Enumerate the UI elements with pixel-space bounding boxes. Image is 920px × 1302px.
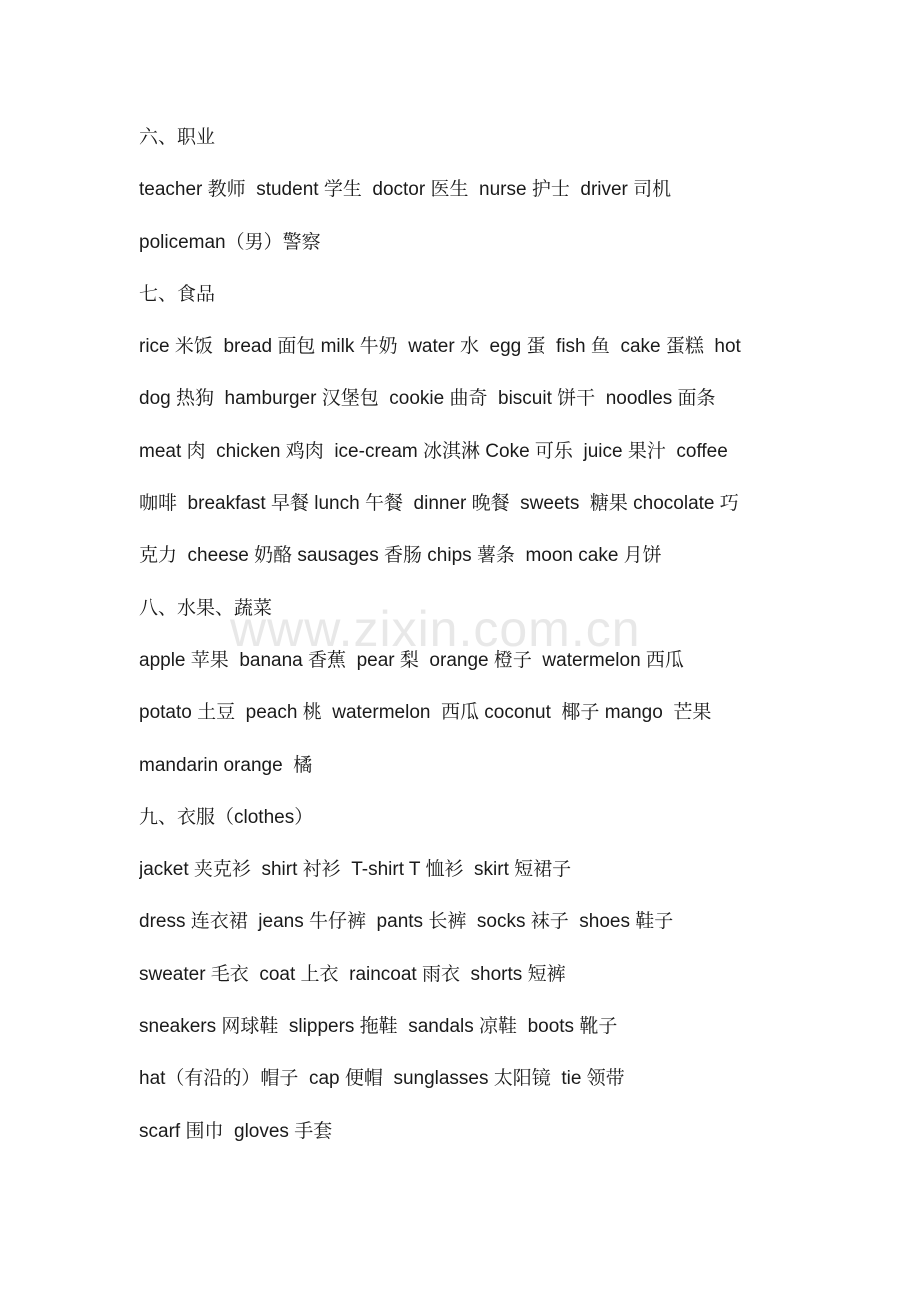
text-line: sweater 毛衣 coat 上衣 raincoat 雨衣 shorts 短裤 (139, 963, 566, 985)
text-line: dress 连衣裙 jeans 牛仔裤 pants 长裤 socks 袜子 shoes 鞋子 (139, 911, 674, 933)
text-line: teacher 教师 student 学生 doctor 医生 nurse 护士 driver 司机 (139, 179, 672, 201)
watermark: www.zixin.com.cn (230, 601, 641, 657)
text-line: 咖啡 breakfast 早餐 lunch 午餐 dinner 晚餐 sweets 糖果 chocolate 巧 (139, 493, 739, 515)
text-line: policeman（男）警察 (139, 231, 321, 253)
text-line: 克力 cheese 奶酪 sausages 香肠 chips 薯条 moon cake 月饼 (139, 545, 662, 567)
text-line: jacket 夹克衫 shirt 衬衫 T-shirt T 恤衫 skirt 短裙子 (139, 859, 572, 881)
text-line: scarf 围巾 gloves 手套 (139, 1120, 333, 1142)
vocabulary-list (139, 112, 839, 1158)
text-line: rice 米饭 bread 面包 milk 牛奶 water 水 egg 蛋 fish 鱼 cake 蛋糕 hot (139, 336, 741, 358)
text-line: apple 苹果 banana 香蕉 pear 梨 orange 橙子 watermelon 西瓜 (139, 649, 684, 671)
text-line: mandarin orange 橘 (139, 754, 313, 776)
section-heading-fruits-vegetables: 八、水果、蔬菜 (139, 597, 273, 619)
text-line: meat 肉 chicken 鸡肉 ice-cream 冰淇淋 Coke 可乐 juice 果汁 coffee (139, 440, 728, 462)
text-line: hat（有沿的）帽子 cap 便帽 sunglasses 太阳镜 tie 领带 (139, 1068, 625, 1090)
text-line: dog 热狗 hamburger 汉堡包 cookie 曲奇 biscuit 饼干 noodles 面条 (139, 388, 716, 410)
section-heading-food: 七、食品 (139, 283, 216, 305)
text-line: sneakers 网球鞋 slippers 拖鞋 sandals 凉鞋 boots 靴子 (139, 1016, 618, 1038)
section-heading-occupations: 六、职业 (139, 127, 216, 148)
section-heading-clothes: 九、衣服（clothes） (139, 806, 314, 828)
text-line: potato 土豆 peach 桃 watermelon 西瓜 coconut 椰子 mango 芒果 (139, 702, 712, 724)
